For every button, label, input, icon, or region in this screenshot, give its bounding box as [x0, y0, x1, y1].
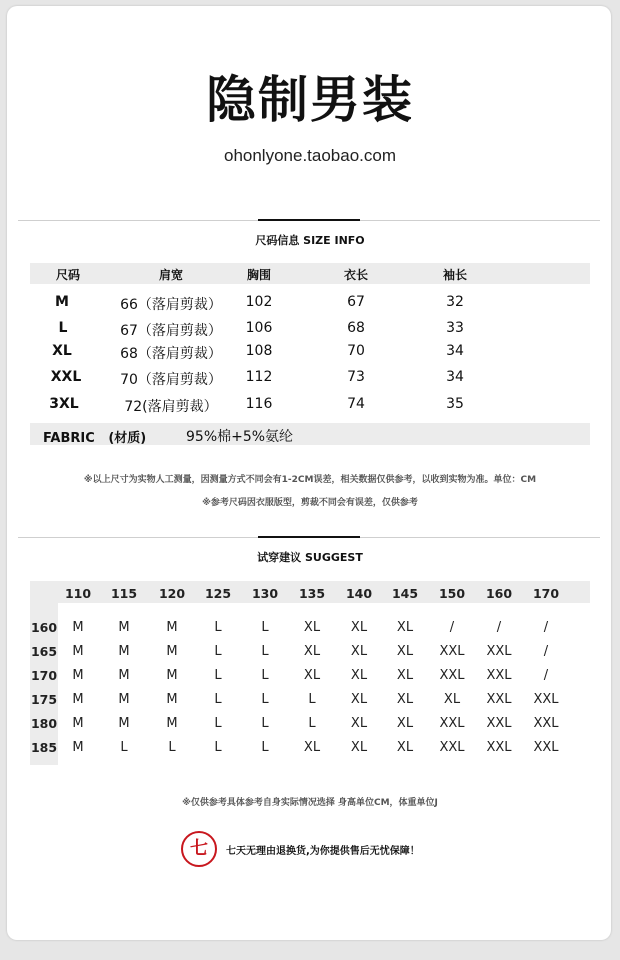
- suggest-cell: L: [308, 716, 316, 731]
- suggest-cell: M: [118, 644, 130, 659]
- size-cell-shoulder: 68（落肩剪裁）: [120, 346, 222, 362]
- suggest-cell: M: [166, 716, 178, 731]
- suggest-cell: L: [214, 620, 222, 635]
- suggest-cell: XL: [350, 716, 368, 731]
- seven-day-seal-icon: 七: [181, 831, 217, 867]
- suggest-cell: M: [118, 620, 130, 635]
- shop-url[interactable]: ohonlyone.taobao.com: [223, 146, 397, 165]
- suggest-cell: L: [261, 668, 269, 683]
- suggest-cell: L: [214, 716, 222, 731]
- suggest-cell: XXL: [439, 644, 465, 659]
- suggest-cell: M: [72, 644, 84, 659]
- size-cell-shoulder: 70（落肩剪裁）: [120, 372, 222, 388]
- suggest-note: ※仅供参考具体参考自身实际情况选择 身高单位CM，体重单位J: [182, 798, 438, 808]
- size-col-header: 胸围: [246, 268, 272, 282]
- height-header: 160: [30, 620, 58, 635]
- weight-header: 145: [391, 586, 419, 601]
- suggest-cell: L: [214, 668, 222, 683]
- weight-header: 125: [204, 586, 232, 601]
- suggest-cell: XL: [396, 692, 414, 707]
- size-cell-sleeve: 34: [446, 343, 464, 359]
- suggest-cell: XXL: [486, 668, 512, 683]
- size-col-header: 肩宽: [158, 268, 184, 282]
- size-cell-length: 74: [347, 396, 365, 412]
- fabric-value: 95%棉+5%氨纶: [186, 429, 294, 445]
- suggest-cell: XL: [303, 668, 321, 683]
- size-table-header-bg: [30, 263, 590, 284]
- suggest-cell: XXL: [486, 716, 512, 731]
- suggest-cell: XXL: [439, 740, 465, 755]
- suggest-cell: XL: [350, 644, 368, 659]
- suggest-cell: M: [166, 668, 178, 683]
- suggest-cell: L: [214, 644, 222, 659]
- size-cell-sleeve: 34: [446, 369, 464, 385]
- suggest-cell: XXL: [439, 668, 465, 683]
- size-note-1: ※以上尺寸为实物人工测量，因测量方式不同会有1-2CM误差，相关数据仅供参考，以收到实物为准。单位：CM: [83, 475, 537, 485]
- fabric-label: FABRIC (材质): [43, 431, 147, 446]
- height-header: 170: [30, 668, 58, 683]
- height-header: 175: [30, 692, 58, 707]
- suggest-cell: L: [214, 740, 222, 755]
- weight-header: 130: [251, 586, 279, 601]
- suggest-cell: XL: [350, 692, 368, 707]
- suggest-cell: XXL: [439, 716, 465, 731]
- weight-header: 110: [64, 586, 92, 601]
- size-col-header: 尺码: [55, 268, 81, 282]
- suggest-cell: XXL: [533, 716, 559, 731]
- size-cell-chest: 116: [245, 396, 273, 412]
- weight-header: 140: [345, 586, 373, 601]
- suggest-cell: /: [543, 644, 549, 659]
- suggest-cell: M: [118, 716, 130, 731]
- size-note-2: ※参考尺码因衣服版型，剪裁不同会有误差，仅供参考: [202, 498, 418, 508]
- weight-header: 170: [532, 586, 560, 601]
- suggest-cell: M: [72, 692, 84, 707]
- weight-header: 120: [158, 586, 186, 601]
- suggest-cell: L: [120, 740, 128, 755]
- size-cell-chest: 102: [245, 294, 273, 310]
- suggest-accent: [258, 536, 360, 538]
- size-cell-chest: 112: [245, 369, 273, 385]
- suggest-cell: XXL: [486, 740, 512, 755]
- size-info-accent: [258, 219, 360, 221]
- weight-header: 135: [298, 586, 326, 601]
- size-cell-size: XXL: [50, 369, 82, 385]
- height-header: 165: [30, 644, 58, 659]
- size-cell-chest: 108: [245, 343, 273, 359]
- suggest-cell: /: [449, 620, 455, 635]
- size-cell-shoulder: 66（落肩剪裁）: [120, 297, 222, 313]
- suggest-cell: L: [214, 692, 222, 707]
- suggest-cell: XL: [303, 740, 321, 755]
- size-cell-size: 3XL: [49, 396, 79, 412]
- suggest-title: 试穿建议 SUGGEST: [257, 551, 363, 564]
- suggest-cell: M: [166, 620, 178, 635]
- suggest-cell: /: [543, 620, 549, 635]
- suggest-cell: M: [118, 668, 130, 683]
- suggest-cell: XL: [396, 740, 414, 755]
- suggest-cell: M: [166, 692, 178, 707]
- suggest-cell: XXL: [533, 692, 559, 707]
- size-cell-length: 70: [347, 343, 365, 359]
- suggest-cell: XL: [396, 620, 414, 635]
- size-cell-length: 68: [347, 320, 365, 336]
- suggest-cell: L: [308, 692, 316, 707]
- weight-header: 115: [110, 586, 138, 601]
- suggest-cell: XL: [396, 668, 414, 683]
- size-col-header: 衣长: [343, 268, 369, 282]
- suggest-cell: /: [496, 620, 502, 635]
- suggest-cell: M: [72, 716, 84, 731]
- suggest-cell: XL: [396, 716, 414, 731]
- size-cell-size: L: [58, 320, 68, 336]
- size-info-title: 尺码信息 SIZE INFO: [255, 234, 365, 247]
- size-col-header: 袖长: [442, 268, 468, 282]
- size-cell-size: XL: [52, 343, 72, 359]
- suggest-cell: L: [261, 716, 269, 731]
- suggest-cell: XL: [303, 644, 321, 659]
- suggest-cell: L: [261, 692, 269, 707]
- suggest-cell: /: [543, 668, 549, 683]
- size-cell-shoulder: 67（落肩剪裁）: [120, 323, 222, 339]
- return-guarantee-text: 七天无理由退换货,为你提供售后无忧保障！: [226, 846, 420, 857]
- suggest-cell: XL: [303, 620, 321, 635]
- weight-header: 150: [438, 586, 466, 601]
- brand-title: 隐制男装: [206, 71, 414, 129]
- size-cell-shoulder: 72(落肩剪裁）: [124, 399, 218, 415]
- suggest-cell: M: [118, 692, 130, 707]
- suggest-cell: L: [261, 644, 269, 659]
- size-cell-sleeve: 35: [446, 396, 464, 412]
- suggest-cell: XXL: [486, 692, 512, 707]
- suggest-cell: XL: [350, 620, 368, 635]
- suggest-cell: M: [72, 740, 84, 755]
- height-header: 185: [30, 740, 58, 755]
- suggest-cell: L: [168, 740, 176, 755]
- size-cell-length: 67: [347, 294, 365, 310]
- size-cell-sleeve: 32: [446, 294, 464, 310]
- height-header: 180: [30, 716, 58, 731]
- suggest-cell: XL: [396, 644, 414, 659]
- suggest-cell: M: [72, 620, 84, 635]
- size-cell-length: 73: [347, 369, 365, 385]
- suggest-cell: XXL: [486, 644, 512, 659]
- size-cell-size: M: [55, 294, 69, 310]
- suggest-cell: XL: [443, 692, 461, 707]
- suggest-cell: XL: [350, 740, 368, 755]
- size-cell-chest: 106: [245, 320, 273, 336]
- size-cell-sleeve: 33: [446, 320, 464, 336]
- suggest-cell: L: [261, 740, 269, 755]
- suggest-cell: L: [261, 620, 269, 635]
- suggest-cell: XXL: [533, 740, 559, 755]
- suggest-cell: XL: [350, 668, 368, 683]
- weight-header: 160: [485, 586, 513, 601]
- suggest-cell: M: [166, 644, 178, 659]
- suggest-cell: M: [72, 668, 84, 683]
